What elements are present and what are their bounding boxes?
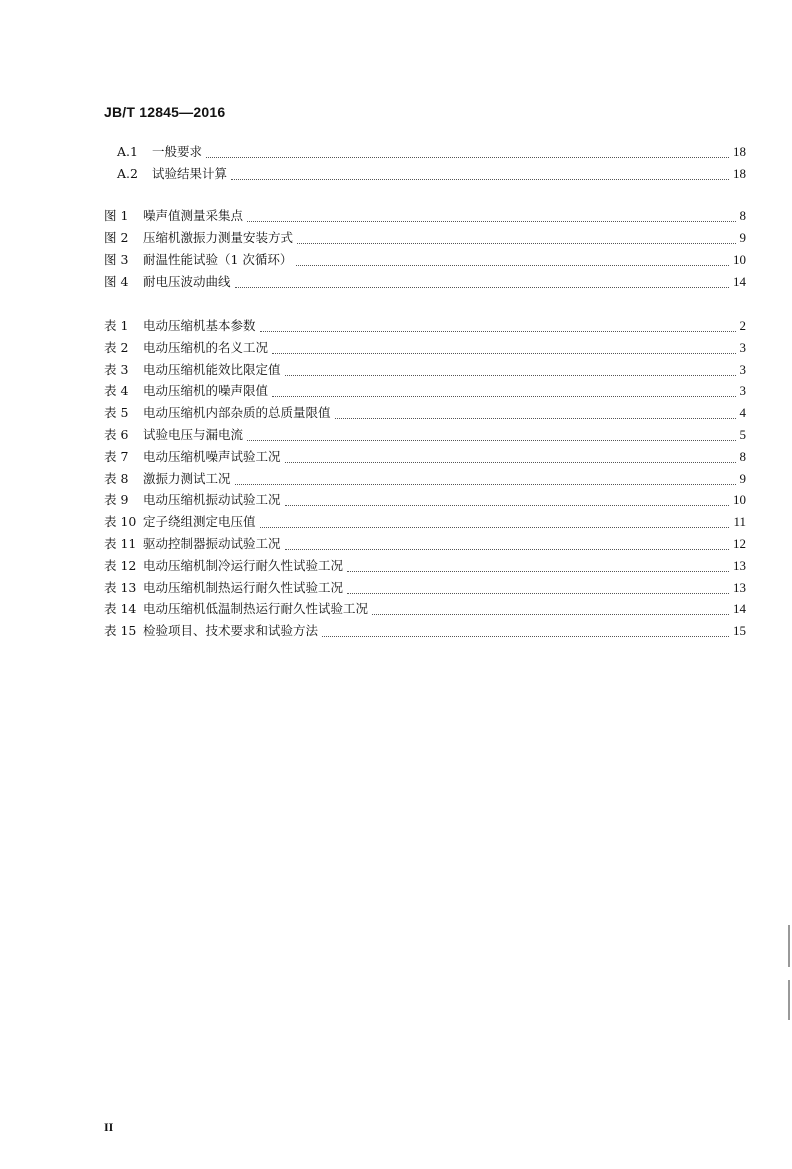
table-entry[interactable] bbox=[0, 621, 792, 641]
table-page-number: 3 bbox=[739, 339, 746, 355]
table-title: 电动压缩机振动试验工况 bbox=[143, 490, 283, 510]
table-page-number: 13 bbox=[733, 579, 746, 595]
table-title: 检验项目、技术要求和试验方法 bbox=[143, 621, 320, 641]
leader-dots bbox=[247, 220, 736, 222]
table-entry[interactable] bbox=[0, 447, 792, 467]
leader-dots bbox=[285, 548, 729, 550]
table-label: 表 10 bbox=[104, 514, 137, 530]
figure-page-number: 10 bbox=[733, 252, 746, 267]
table-page-number: 12 bbox=[733, 536, 746, 551]
leader-dots bbox=[296, 264, 729, 266]
figure-title: 压缩机激振力测量安装方式 bbox=[143, 228, 295, 248]
table-title: 试验电压与漏电流 bbox=[143, 425, 245, 445]
table-page-number: 15 bbox=[733, 623, 746, 639]
table-title: 激振力测试工况 bbox=[143, 469, 233, 489]
appendix-title: 一般要求 bbox=[152, 142, 204, 162]
leader-dots bbox=[206, 156, 729, 158]
leader-dots bbox=[297, 242, 736, 244]
table-title: 电动压缩机内部杂质的总质量限值 bbox=[143, 403, 333, 423]
appendix-label: A.2 bbox=[117, 166, 138, 181]
figure-label: 图 4 bbox=[104, 274, 129, 289]
figure-label: 图 2 bbox=[104, 230, 129, 245]
table-entry[interactable] bbox=[0, 381, 792, 401]
figure-label: 图 3 bbox=[104, 252, 129, 267]
table-label: 表 9 bbox=[104, 492, 129, 508]
table-entry[interactable] bbox=[0, 534, 792, 554]
table-label: 表 3 bbox=[104, 361, 129, 377]
scan-edge-mark bbox=[788, 980, 790, 1020]
table-page-number: 8 bbox=[739, 448, 746, 464]
table-title: 电动压缩机制热运行耐久性试验工况 bbox=[143, 578, 345, 598]
table-label: 表 12 bbox=[104, 557, 137, 573]
leader-dots bbox=[231, 178, 729, 180]
leader-dots bbox=[347, 570, 729, 572]
figure-title: 耐温性能试验（1 次循环） bbox=[143, 250, 294, 270]
table-page-number: 3 bbox=[739, 383, 746, 399]
table-label: 表 8 bbox=[104, 470, 129, 486]
appendix-entry[interactable] bbox=[0, 164, 792, 184]
table-entry[interactable] bbox=[0, 403, 792, 423]
appendix-entry[interactable] bbox=[0, 142, 792, 162]
table-page-number: 2 bbox=[739, 318, 746, 333]
leader-dots bbox=[260, 526, 729, 528]
table-title: 电动压缩机制冷运行耐久性试验工况 bbox=[143, 556, 345, 576]
table-title: 定子绕组测定电压值 bbox=[143, 512, 258, 532]
table-label: 表 4 bbox=[104, 383, 129, 399]
table-title: 电动压缩机噪声试验工况 bbox=[143, 447, 283, 467]
leader-dots bbox=[235, 286, 729, 288]
appendix-label: A.1 bbox=[117, 144, 138, 159]
table-entry[interactable] bbox=[0, 338, 792, 358]
leader-dots bbox=[260, 330, 736, 332]
leader-dots bbox=[235, 483, 736, 485]
leader-dots bbox=[347, 592, 729, 594]
table-entry[interactable] bbox=[0, 556, 792, 576]
table-label: 表 7 bbox=[104, 448, 129, 464]
leader-dots bbox=[285, 504, 729, 506]
table-page-number: 10 bbox=[733, 492, 746, 508]
appendix-page-number: 18 bbox=[733, 144, 746, 159]
table-entry[interactable] bbox=[0, 360, 792, 380]
table-page-number: 9 bbox=[739, 470, 746, 486]
figure-page-number: 8 bbox=[739, 208, 746, 223]
table-label: 表 6 bbox=[104, 427, 129, 442]
leader-dots bbox=[285, 374, 736, 376]
leader-dots bbox=[335, 417, 736, 419]
scan-edge-mark bbox=[788, 925, 790, 967]
appendix-title: 试验结果计算 bbox=[152, 164, 229, 184]
table-entry[interactable] bbox=[0, 578, 792, 598]
page-number: II bbox=[104, 1120, 114, 1134]
leader-dots bbox=[272, 352, 736, 354]
leader-dots bbox=[247, 439, 736, 441]
figure-entry[interactable] bbox=[0, 272, 792, 292]
table-page-number: 13 bbox=[733, 557, 746, 573]
table-entry[interactable] bbox=[0, 512, 792, 532]
figure-entry[interactable] bbox=[0, 250, 792, 270]
table-label: 表 2 bbox=[104, 339, 129, 355]
table-title: 电动压缩机能效比限定值 bbox=[143, 360, 283, 380]
table-entry[interactable] bbox=[0, 316, 792, 336]
table-entry[interactable] bbox=[0, 425, 792, 445]
table-page-number: 11 bbox=[733, 514, 746, 530]
leader-dots bbox=[322, 635, 729, 637]
figure-entry[interactable] bbox=[0, 206, 792, 226]
table-label: 表 15 bbox=[104, 623, 137, 639]
table-title: 电动压缩机的噪声限值 bbox=[143, 381, 270, 401]
figure-label: 图 1 bbox=[104, 208, 129, 223]
leader-dots bbox=[272, 395, 736, 397]
table-page-number: 5 bbox=[739, 427, 746, 442]
leader-dots bbox=[285, 461, 736, 463]
table-label: 表 13 bbox=[104, 579, 137, 595]
table-title: 电动压缩机基本参数 bbox=[143, 316, 258, 336]
table-page-number: 4 bbox=[739, 405, 746, 421]
leader-dots bbox=[372, 613, 729, 615]
table-label: 表 11 bbox=[104, 536, 137, 551]
figure-title: 耐电压波动曲线 bbox=[143, 272, 233, 292]
appendix-page-number: 18 bbox=[733, 166, 746, 181]
table-title: 电动压缩机低温制热运行耐久性试验工况 bbox=[143, 599, 370, 619]
figure-title: 噪声值测量采集点 bbox=[143, 206, 245, 226]
table-page-number: 3 bbox=[739, 361, 746, 377]
table-title: 电动压缩机的名义工况 bbox=[143, 338, 270, 358]
table-title: 驱动控制器振动试验工况 bbox=[143, 534, 283, 554]
table-entry[interactable] bbox=[0, 469, 792, 489]
table-label: 表 5 bbox=[104, 405, 129, 421]
figure-page-number: 14 bbox=[733, 274, 746, 289]
standard-id-header: JB/T 12845—2016 bbox=[104, 104, 226, 120]
table-label: 表 14 bbox=[104, 601, 137, 617]
table-entry[interactable] bbox=[0, 599, 792, 619]
figure-entry[interactable] bbox=[0, 228, 792, 248]
table-page-number: 14 bbox=[733, 601, 746, 617]
table-entry[interactable] bbox=[0, 490, 792, 510]
figure-page-number: 9 bbox=[739, 230, 746, 245]
table-label: 表 1 bbox=[104, 318, 129, 333]
